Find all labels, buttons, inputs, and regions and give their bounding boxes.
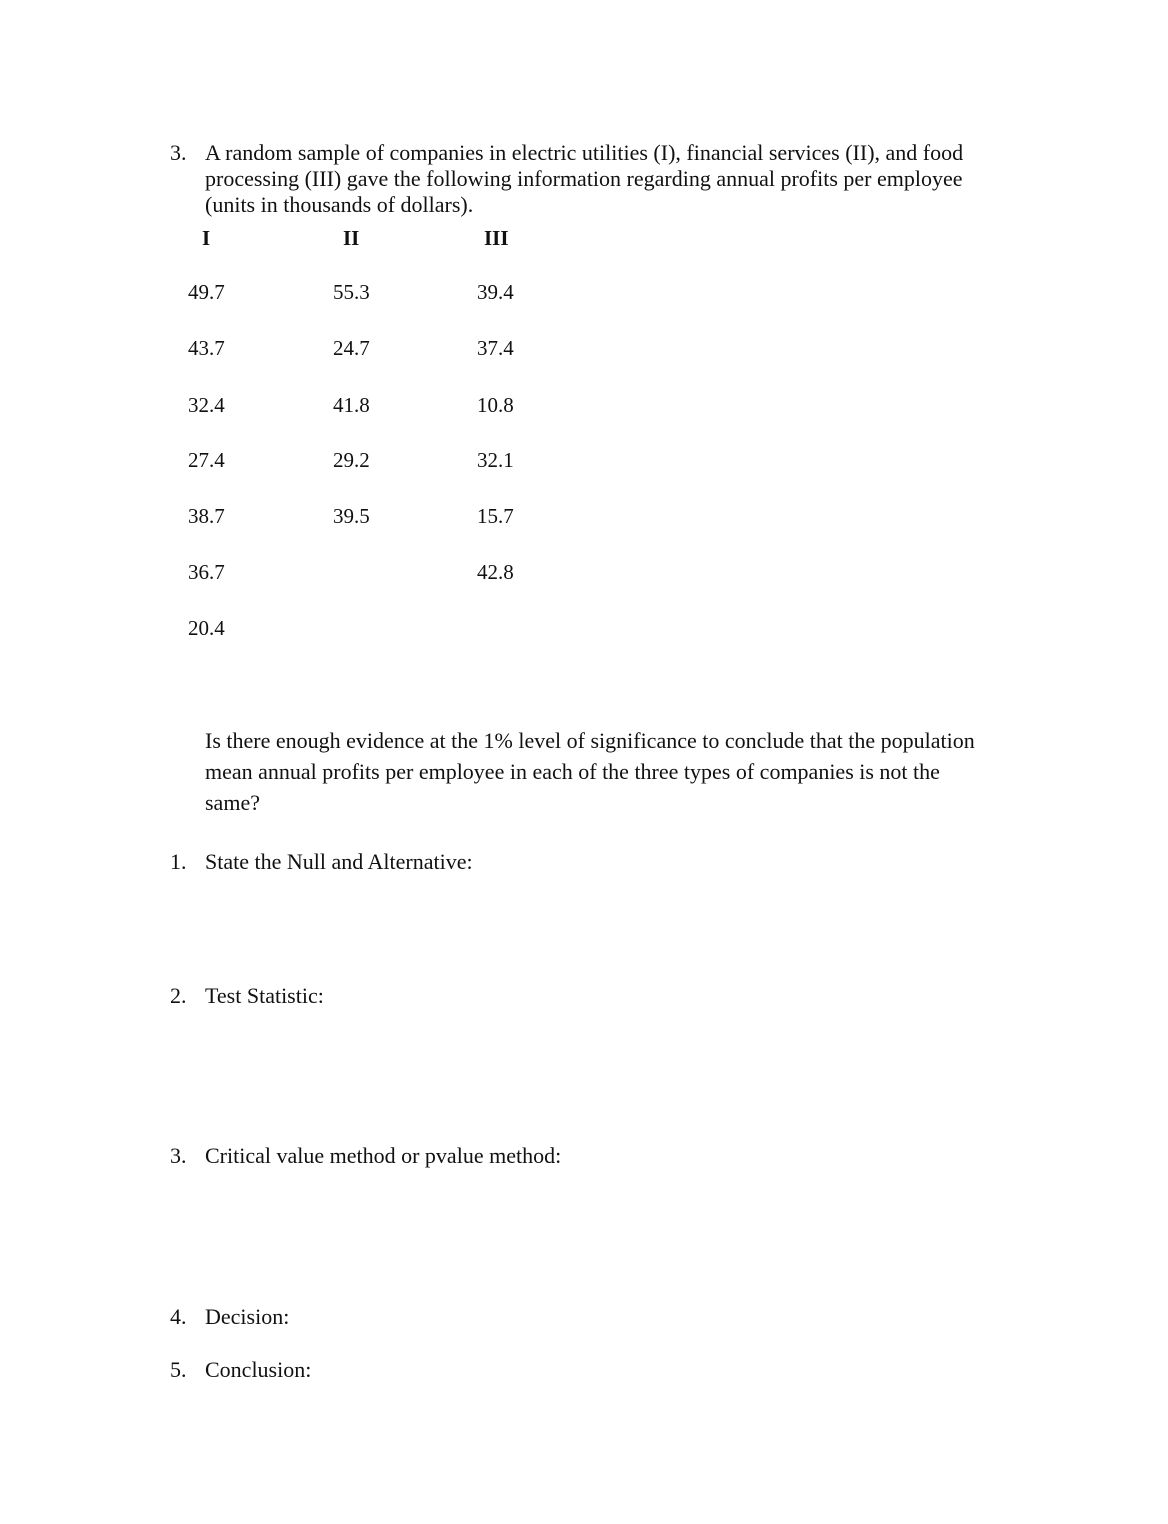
table-cell: 37.4: [477, 336, 514, 360]
question-line-2: processing (III) gave the following information regarding annual profits per employee: [205, 166, 963, 191]
step-1-number: 1.: [170, 849, 187, 874]
table-cell: 32.4: [188, 393, 225, 417]
step-1-label: State the Null and Alternative:: [205, 849, 473, 874]
step-2-label: Test Statistic:: [205, 983, 324, 1008]
table-cell: 38.7: [188, 504, 225, 528]
table-cell: 49.7: [188, 280, 225, 304]
question-number: 3.: [170, 140, 187, 165]
step-5-label: Conclusion:: [205, 1357, 312, 1382]
question-line-3: (units in thousands of dollars).: [205, 192, 474, 217]
table-cell: 43.7: [188, 336, 225, 360]
table-cell: 32.1: [477, 448, 514, 472]
table-cell: 39.4: [477, 280, 514, 304]
step-3-label: Critical value method or pvalue method:: [205, 1143, 562, 1168]
step-3-number: 3.: [170, 1143, 187, 1168]
step-5-number: 5.: [170, 1357, 187, 1382]
column-header-iii: III: [484, 226, 509, 250]
table-cell: 36.7: [188, 560, 225, 584]
table-cell: 39.5: [333, 504, 370, 528]
table-cell: 20.4: [188, 616, 225, 640]
step-4-number: 4.: [170, 1304, 187, 1329]
table-cell: 55.3: [333, 280, 370, 304]
prompt-line-3: same?: [205, 790, 260, 815]
column-header-ii: II: [343, 226, 360, 250]
step-4-label: Decision:: [205, 1304, 290, 1329]
table-cell: 41.8: [333, 393, 370, 417]
question-line-1: A random sample of companies in electric utilities (I), financial services (II), and food: [205, 140, 964, 165]
step-2-number: 2.: [170, 983, 187, 1008]
prompt-line-2: mean annual profits per employee in each of the three types of companies is not the: [205, 759, 940, 784]
prompt-line-1: Is there enough evidence at the 1% level of significance to conclude that the population: [205, 728, 975, 753]
table-cell: 27.4: [188, 448, 225, 472]
table-cell: 29.2: [333, 448, 370, 472]
table-cell: 10.8: [477, 393, 514, 417]
table-cell: 15.7: [477, 504, 514, 528]
table-cell: 24.7: [333, 336, 370, 360]
table-cell: 42.8: [477, 560, 514, 584]
column-header-i: I: [202, 226, 211, 250]
